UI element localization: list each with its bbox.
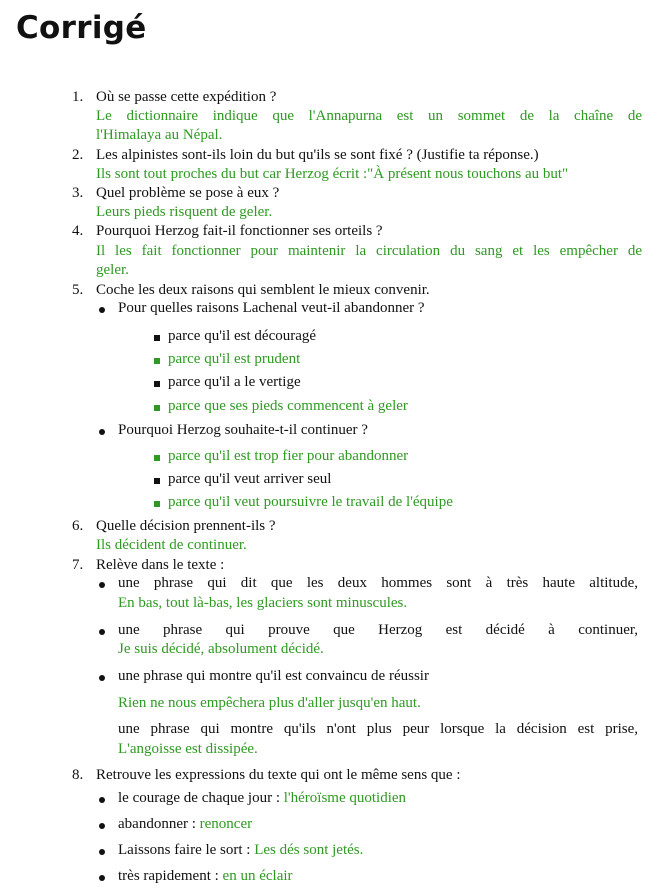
bullet-icon	[99, 307, 105, 313]
q8-item3	[118, 842, 363, 859]
bullet-icon	[99, 797, 105, 803]
bullet-icon	[99, 675, 105, 681]
q3-answer: Leurs pieds risquent de geler.	[96, 204, 273, 220]
q7-item2-answer: Je suis décidé, absolument décidé.	[118, 641, 324, 657]
q1-question: Où se passe cette expédition ?	[96, 89, 277, 105]
q8-item4	[118, 868, 293, 885]
checked-box-icon	[154, 358, 160, 364]
q2-question: Les alpinistes sont-ils loin du but qu'ils se sont fixé ? (Justifie ta réponse.)	[96, 147, 539, 163]
q2-number: 2.	[72, 147, 84, 163]
page-title: Corrigé	[16, 10, 147, 46]
q7-item3-prompt: une phrase qui montre qu'il est convaincu de réussir	[118, 668, 429, 684]
q5-bullet1: Pour quelles raisons Lachenal veut-il abandonner ?	[118, 300, 425, 316]
q3-number: 3.	[72, 185, 84, 201]
bullet-icon	[99, 429, 105, 435]
q7-item4-answer: L'angoisse est dissipée.	[118, 741, 258, 757]
q7-number: 7.	[72, 557, 84, 573]
q8-item4-term: très rapidement :	[118, 868, 219, 884]
q8-item2-term: abandonner :	[118, 816, 196, 832]
q4-answer-line2: geler.	[96, 262, 129, 278]
q5-number: 5.	[72, 282, 84, 298]
q5-option1-2: parce qu'il est prudent	[168, 351, 301, 367]
q6-question: Quelle décision prennent-ils ?	[96, 518, 276, 534]
q5-option2-2: parce qu'il veut arriver seul	[168, 471, 332, 487]
checkbox-icon	[154, 381, 160, 387]
q8-item1-term: le courage de chaque jour :	[118, 790, 281, 806]
checked-box-icon	[154, 405, 160, 411]
q8-item2	[118, 816, 252, 833]
q7-item4-prompt: une phrase qui montre qu'ils n'ont plus peur lorsque la décision est prise,	[118, 721, 638, 737]
q5-option2-1: parce qu'il est trop fier pour abandonner	[168, 448, 409, 464]
q1-answer-line2: l'Himalaya au Népal.	[96, 127, 223, 143]
bullet-icon	[99, 629, 105, 635]
q4-question: Pourquoi Herzog fait-il fonctionner ses orteils ?	[96, 223, 383, 239]
q7-item2-prompt: une phrase qui prouve que Herzog est décidé à continuer,	[118, 622, 638, 638]
q8-item3-term: Laissons faire le sort :	[118, 842, 251, 858]
q6-answer: Ils décident de continuer.	[96, 537, 247, 553]
q8-item3-answer: Les dés sont jetés.	[254, 842, 364, 858]
q5-option1-1: parce qu'il est découragé	[168, 328, 317, 344]
q4-answer-line1: Il les fait fonctionner pour maintenir la circulation du sang et les empêcher de	[96, 243, 642, 259]
q7-question: Relève dans le texte :	[96, 557, 225, 573]
q8-item1-answer: l'héroïsme quotidien	[283, 790, 407, 806]
bullet-icon	[99, 875, 105, 881]
q2-answer: Ils sont tout proches du but car Herzog écrit :"À présent nous touchons au but"	[96, 166, 569, 182]
q1-number: 1.	[72, 89, 84, 105]
q5-option2-3: parce qu'il veut poursuivre le travail de l'équipe	[168, 494, 453, 510]
checkbox-icon	[154, 478, 160, 484]
q7-item1-prompt: une phrase qui dit que les deux hommes sont à très haute altitude,	[118, 575, 638, 591]
checked-box-icon	[154, 501, 160, 507]
q1-answer-line1: Le dictionnaire indique que l'Annapurna est un sommet de la chaîne de	[96, 108, 642, 124]
q8-number: 8.	[72, 767, 84, 783]
bullet-icon	[99, 582, 105, 588]
q3-question: Quel problème se pose à eux ?	[96, 185, 280, 201]
q5-question: Coche les deux raisons qui semblent le mieux convenir.	[96, 282, 430, 298]
q6-number: 6.	[72, 518, 84, 534]
bullet-icon	[99, 823, 105, 829]
bullet-icon	[99, 849, 105, 855]
checked-box-icon	[154, 455, 160, 461]
q8-item2-answer: renoncer	[199, 816, 253, 832]
q4-number: 4.	[72, 223, 84, 239]
q7-item3-answer: Rien ne nous empêchera plus d'aller jusqu'en haut.	[118, 695, 421, 711]
q5-bullet2: Pourquoi Herzog souhaite-t-il continuer ?	[118, 422, 368, 438]
checkbox-icon	[154, 335, 160, 341]
q8-item1	[118, 790, 406, 807]
q8-item4-answer: en un éclair	[222, 868, 293, 884]
q7-item1-answer: En bas, tout là-bas, les glaciers sont minuscules.	[118, 595, 408, 611]
q8-question: Retrouve les expressions du texte qui ont le même sens que :	[96, 767, 461, 783]
q5-option1-3: parce qu'il a le vertige	[168, 374, 301, 390]
q5-option1-4: parce que ses pieds commencent à geler	[168, 398, 408, 414]
